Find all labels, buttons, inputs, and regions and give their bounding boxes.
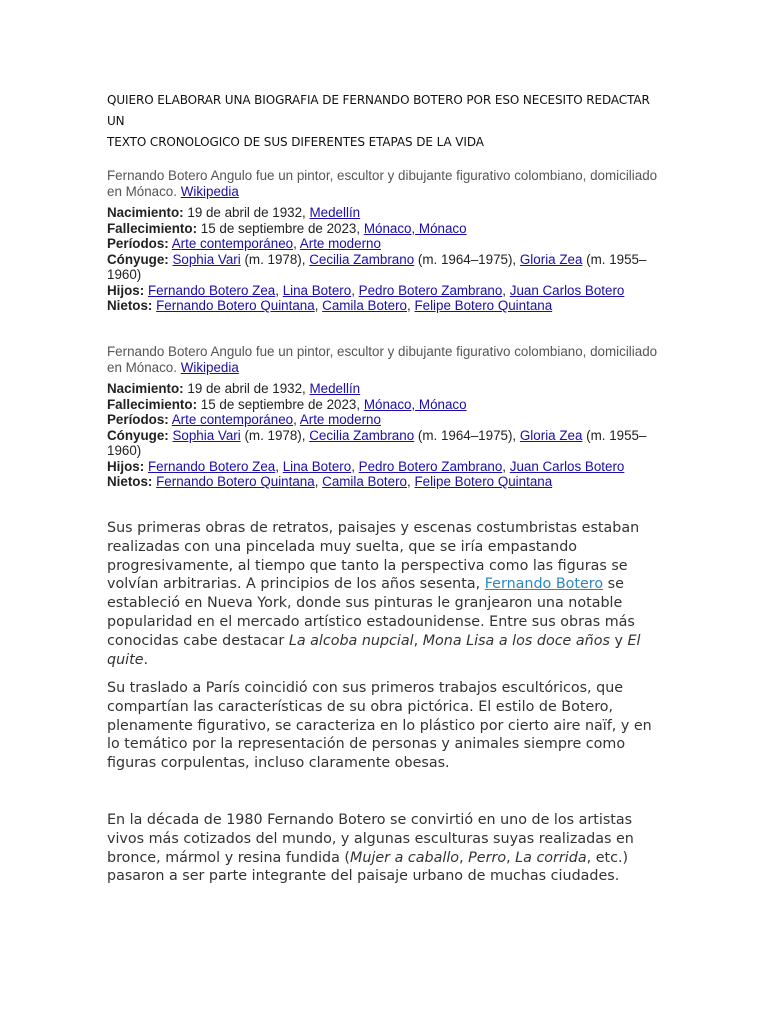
child-link-3[interactable]: Pedro Botero Zambrano — [358, 282, 503, 298]
grandchild-link-3[interactable]: Felipe Botero Quintana — [414, 298, 553, 313]
grandchild-link-2[interactable]: Camila Botero — [322, 298, 407, 313]
spouse-link-1[interactable]: Sophia Vari — [172, 427, 241, 443]
fernando-botero-link[interactable]: Fernando Botero — [484, 576, 604, 593]
infobox-summary-1 — [107, 168, 667, 314]
grandchildren-label: Nietos: — [107, 474, 153, 489]
grandchild-link-1[interactable]: Fernando Botero Quintana — [156, 474, 315, 489]
birth-label: Nacimiento: — [107, 381, 184, 396]
infobox-summary-2 — [107, 344, 667, 490]
spouse-link-2[interactable]: Cecilia Zambrano — [309, 427, 415, 443]
death-date: 15 de septiembre de 2023, — [200, 220, 361, 236]
death-row — [107, 397, 667, 413]
spouse-years-2: (m. 1964–1975), — [417, 427, 517, 443]
period-link-2[interactable]: Arte moderno — [299, 412, 381, 427]
spouse-row — [107, 252, 667, 283]
grandchild-link-2[interactable]: Camila Botero — [322, 474, 407, 489]
period-link-2[interactable]: Arte moderno — [299, 236, 381, 251]
death-place-link[interactable]: Mónaco, Mónaco — [363, 396, 467, 412]
paragraph-early-works: Sus primeras obras de retratos, paisajes y escenas costumbristas estaban realizadas con una pincelada muy suelta, que se iría empastando progresivamente, al tiempo que tanto la perspectiva como las figuras se volvían arbitrarias. A principios de los años sesenta, Fernando Botero se estableció en Nueva York, donde sus pinturas le granjearon una notable popularidad en el mercado artístico estadounidense. Entre sus obras más conocidas cabe destacar La alcoba nupcial, Mona Lisa a los doce años y El quite. — [107, 520, 641, 668]
birth-row — [107, 205, 667, 221]
heading-line-1: QUIERO ELABORAR UNA BIOGRAFIA DE FERNANDO BOTERO POR ESO NECESITO REDACTAR UN — [107, 93, 650, 128]
spouse-link-1[interactable]: Sophia Vari — [172, 251, 241, 267]
children-row: Hijos: Fernando Botero Zea, Lina Botero, Pedro Botero Zambrano, Juan Carlos Botero — [107, 282, 625, 298]
spouse-link-3[interactable]: Gloria Zea — [519, 427, 583, 443]
work-title: La alcoba nupcial — [288, 632, 414, 649]
paragraph-1980s: En la década de 1980 Fernando Botero se convirtió en uno de los artistas vivos más cotizados del mundo, y algunas esculturas suyas realizadas en bronce, mármol y resina fundida (Mujer a caballo, Perro, La corrida, etc.) pasaron a ser parte integrante del paisaje urbano de muchas ciudades. — [107, 812, 634, 885]
children-label: Hijos: — [107, 282, 145, 298]
periods-row: Períodos: Arte contemporáneo, Arte moderno — [107, 236, 381, 251]
child-link-4[interactable]: Juan Carlos Botero — [509, 282, 625, 298]
wikipedia-link[interactable]: Wikipedia — [180, 359, 239, 375]
death-place-link[interactable]: Mónaco, Mónaco — [363, 220, 467, 236]
period-link-1[interactable]: Arte contemporáneo — [171, 236, 294, 251]
spouse-label: Cónyuge: — [107, 427, 169, 443]
wikipedia-link[interactable]: Wikipedia — [180, 183, 239, 199]
child-link-2[interactable]: Lina Botero — [282, 282, 352, 298]
spouse-years-3: (m. 1955–1960) — [107, 251, 647, 282]
spouse-years-1: (m. 1978), — [244, 251, 306, 267]
child-link-1[interactable]: Fernando Botero Zea — [147, 282, 276, 298]
child-link-4[interactable]: Juan Carlos Botero — [509, 458, 625, 474]
periods-label: Períodos: — [107, 412, 169, 427]
death-date: 15 de septiembre de 2023, — [200, 396, 361, 412]
birth-place-link[interactable]: Medellín — [309, 205, 361, 220]
birth-row — [107, 381, 667, 397]
document-heading — [107, 90, 667, 153]
spouse-years-1: (m. 1978), — [244, 427, 306, 443]
birth-date: 19 de abril de 1932, — [187, 381, 306, 396]
work-title: Perro — [468, 849, 507, 866]
spouse-row — [107, 428, 667, 459]
spouse-label: Cónyuge: — [107, 251, 169, 267]
grandchildren-row: Nietos: Fernando Botero Quintana, Camila Botero, Felipe Botero Quintana — [107, 474, 553, 489]
spouse-years-3: (m. 1955–1960) — [107, 427, 647, 458]
grandchild-link-3[interactable]: Felipe Botero Quintana — [414, 474, 553, 489]
children-label: Hijos: — [107, 458, 145, 474]
child-link-3[interactable]: Pedro Botero Zambrano — [358, 458, 503, 474]
child-link-2[interactable]: Lina Botero — [282, 458, 352, 474]
paragraph-paris: Su traslado a París coincidió con sus primeros trabajos escultóricos, que compartían las características de su obra pictórica. El estilo de Botero, plenamente figurativo, se caracteriza en lo plástico por cierto aire naïf, y en lo temático por la representación de personas y animales siempre como figuras corpulentas, incluso claramente obesas. — [107, 680, 652, 772]
work-title: La corrida — [515, 849, 587, 866]
spouse-link-3[interactable]: Gloria Zea — [519, 251, 583, 267]
death-label: Fallecimiento: — [107, 396, 198, 412]
infobox-description: Fernando Botero Angulo fue un pintor, escultor y dibujante figurativo colombiano, domiciliado en Mónaco. Wikipedia — [107, 168, 658, 199]
spouse-years-2: (m. 1964–1975), — [417, 251, 517, 267]
work-title: El quite — [107, 632, 641, 668]
work-title: Mujer a caballo — [350, 849, 460, 866]
grandchildren-row: Nietos: Fernando Botero Quintana, Camila Botero, Felipe Botero Quintana — [107, 298, 553, 313]
heading-line-2: TEXTO CRONOLOGICO DE SUS DIFERENTES ETAPAS DE LA VIDA — [107, 135, 484, 149]
child-link-1[interactable]: Fernando Botero Zea — [147, 458, 276, 474]
grandchild-link-1[interactable]: Fernando Botero Quintana — [156, 298, 315, 313]
death-row — [107, 221, 667, 237]
death-label: Fallecimiento: — [107, 220, 198, 236]
birth-label: Nacimiento: — [107, 205, 184, 220]
birth-date: 19 de abril de 1932, — [187, 205, 306, 220]
grandchildren-label: Nietos: — [107, 298, 153, 313]
spouse-link-2[interactable]: Cecilia Zambrano — [309, 251, 415, 267]
periods-row: Períodos: Arte contemporáneo, Arte moderno — [107, 412, 381, 427]
infobox-description: Fernando Botero Angulo fue un pintor, escultor y dibujante figurativo colombiano, domiciliado en Mónaco. Wikipedia — [107, 344, 658, 375]
periods-label: Períodos: — [107, 236, 169, 251]
children-row: Hijos: Fernando Botero Zea, Lina Botero, Pedro Botero Zambrano, Juan Carlos Botero — [107, 458, 625, 474]
birth-place-link[interactable]: Medellín — [309, 381, 361, 396]
work-title: Mona Lisa a los doce años — [422, 632, 610, 649]
period-link-1[interactable]: Arte contemporáneo — [171, 412, 294, 427]
